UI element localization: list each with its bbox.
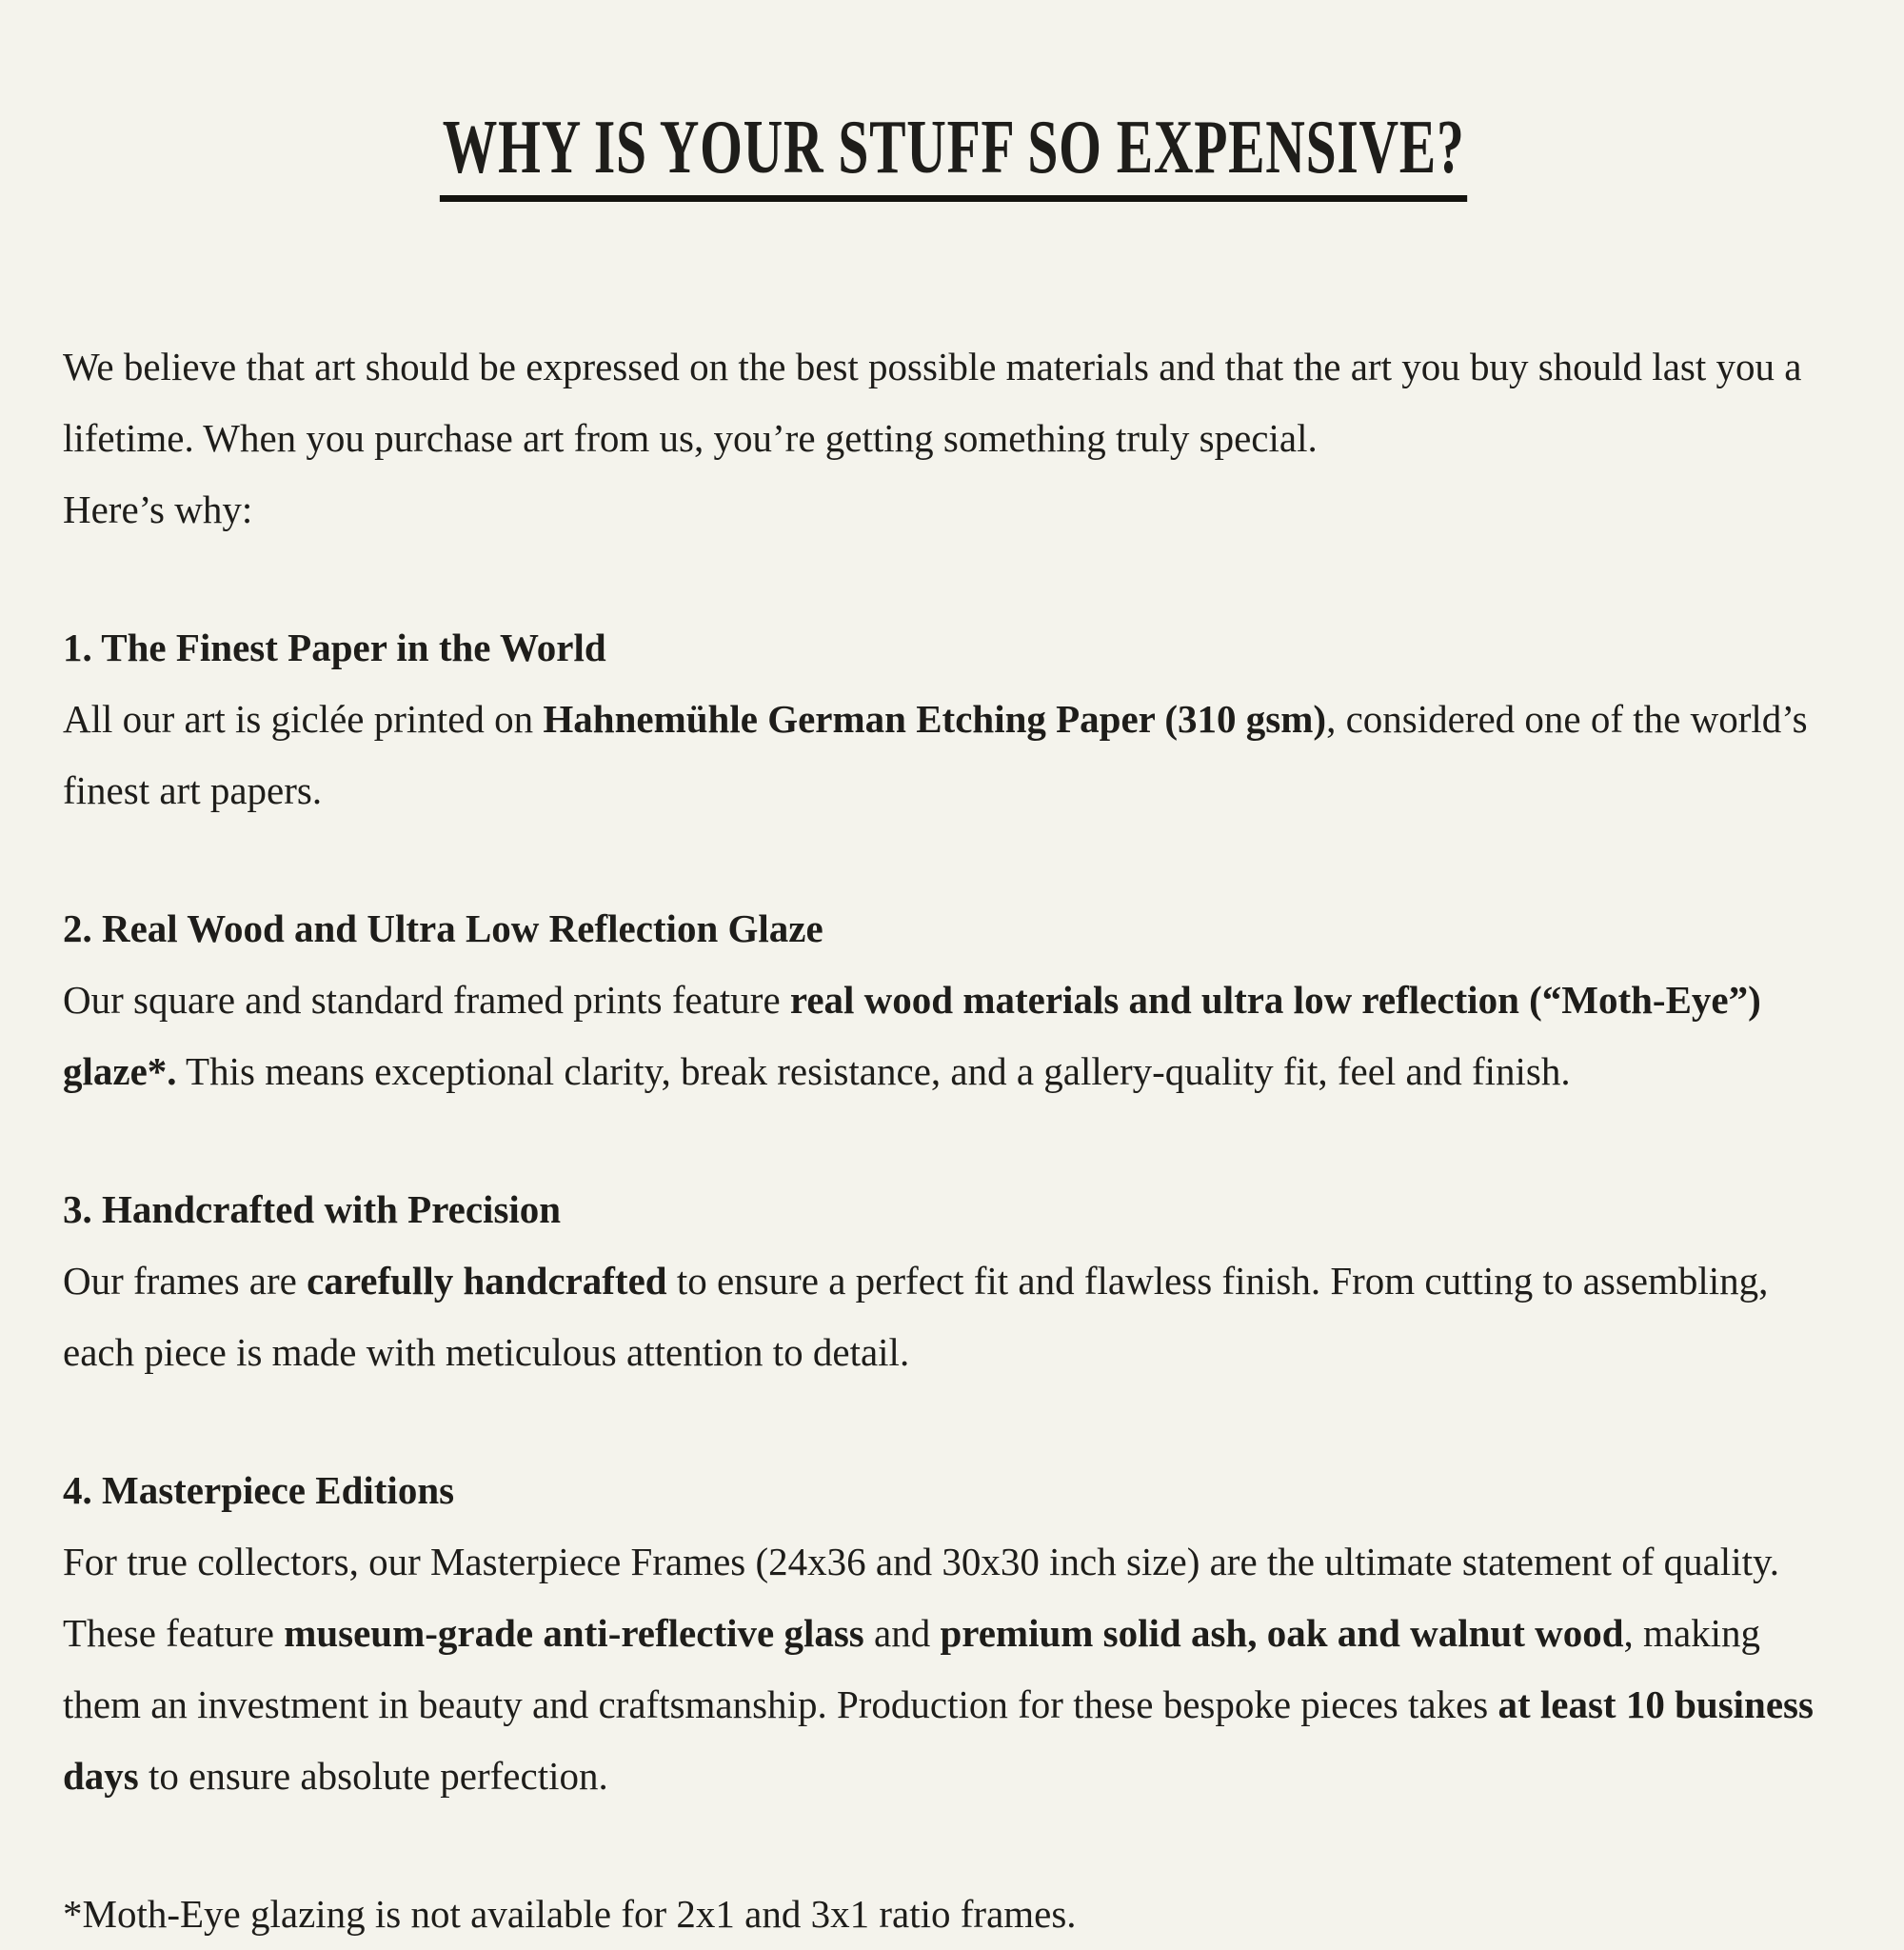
footnote-section	[63, 1879, 1845, 1950]
section-real-wood-glaze	[63, 893, 1845, 1107]
section-heading: 4. Masterpiece Editions	[63, 1468, 455, 1513]
section-body: All our art is giclée printed on Hahnemühle German Etching Paper (310 gsm), considered one of the world’s finest art papers.	[63, 697, 1808, 813]
title-wrapper	[63, 52, 1845, 252]
section-masterpiece-editions	[63, 1455, 1845, 1812]
intro-section	[63, 331, 1845, 546]
section-body: Our square and standard framed prints feature real wood materials and ultra low reflection (“Moth-Eye”) glaze*. This means exceptional clarity, break resistance, and a gallery-quality fit, feel and finish.	[63, 978, 1761, 1094]
heres-why-line: Here’s why:	[63, 488, 253, 532]
section-heading: 1. The Finest Paper in the World	[63, 626, 606, 670]
intro-paragraph: We believe that art should be expressed on the best possible materials and that the art you buy should last you a lifetime. When you purchase art from us, you’re getting something truly special.	[63, 345, 1802, 461]
section-body: For true collectors, our Masterpiece Frames (24x36 and 30x30 inch size) are the ultimate statement of quality. These feature museum-grade anti-reflective glass and premium solid ash, oak and walnut wood, making them an investment in beauty and craftsmanship. Production for these bespoke pieces takes at least 10 business days to ensure absolute perfection.	[63, 1540, 1814, 1799]
section-handcrafted	[63, 1174, 1845, 1388]
section-body: Our frames are carefully handcrafted to ensure a perfect fit and flawless finish. From cutting to assembling, each piece is made with meticulous attention to detail.	[63, 1259, 1769, 1375]
section-heading: 2. Real Wood and Ultra Low Reflection Glaze	[63, 906, 823, 951]
footnote-text: *Moth-Eye glazing is not available for 2x1 and 3x1 ratio frames.	[63, 1892, 1077, 1937]
page-title: WHY IS YOUR STUFF SO EXPENSIVE?	[440, 104, 1467, 202]
section-finest-paper	[63, 612, 1845, 826]
section-heading: 3. Handcrafted with Precision	[63, 1187, 562, 1232]
